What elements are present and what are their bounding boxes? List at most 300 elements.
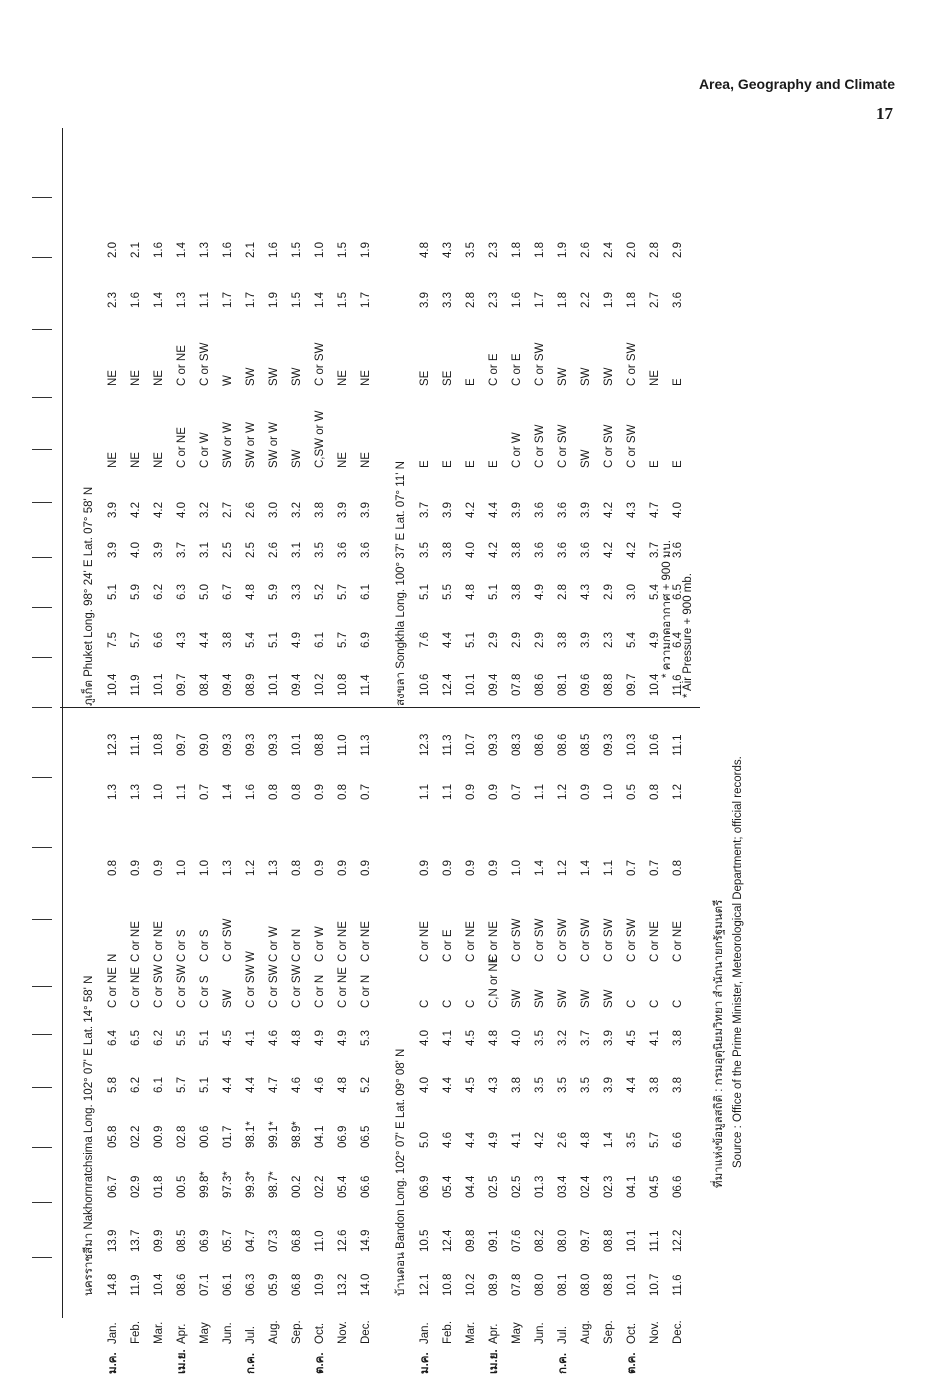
table-cell: 4.3 <box>488 1077 500 1093</box>
table-cell: 1.7 <box>534 292 546 308</box>
table-cell: 13.7 <box>130 1229 142 1252</box>
table-cell: C or N <box>360 974 372 1008</box>
table-cell: 3.6 <box>672 542 684 558</box>
table-cell: SW <box>291 367 303 386</box>
column-tick <box>32 502 52 503</box>
table-cell: 09.9 <box>153 1229 165 1252</box>
table-cell: C or SW <box>245 964 257 1008</box>
table-cell: 0.9 <box>130 860 142 876</box>
column-tick <box>32 1257 52 1258</box>
table-cell: 3.8 <box>442 542 454 558</box>
table-cell: 10.6 <box>649 733 661 756</box>
table-cell: 3.5 <box>557 1077 569 1093</box>
table-cell: 05.4 <box>442 1175 454 1198</box>
table-cell: 04.1 <box>626 1175 638 1198</box>
table-cell: 10.1 <box>291 733 303 756</box>
table-cell: 4.8 <box>419 242 431 258</box>
table-cell: C or SW <box>222 918 234 962</box>
table-cell: 2.8 <box>465 292 477 308</box>
table-cell: C or NE <box>107 967 119 1008</box>
table-cell: 1.4 <box>534 860 546 876</box>
table-row <box>460 128 482 1344</box>
table-cell: 10.8 <box>442 1273 454 1296</box>
table-cell: 1.9 <box>268 292 280 308</box>
table-cell: 10.4 <box>107 673 119 696</box>
table-cell: C or W <box>511 432 523 468</box>
table-cell: 02.4 <box>580 1175 592 1198</box>
column-tick <box>32 919 52 920</box>
table-cell: 08.9 <box>488 1273 500 1296</box>
month-label: Dec. <box>360 1320 372 1344</box>
table-cell: 08.8 <box>603 1229 615 1252</box>
table-cell: C or NE <box>360 921 372 962</box>
table-cell: 11.0 <box>337 734 349 756</box>
column-tick <box>32 449 52 450</box>
table-cell: 3.8 <box>314 502 326 518</box>
table-cell: 0.9 <box>465 784 477 800</box>
table-cell: 1.2 <box>672 784 684 800</box>
table-cell: 10.9 <box>314 1273 326 1296</box>
table-cell: 1.1 <box>442 784 454 800</box>
table-cell: 7.5 <box>107 632 119 648</box>
table-row <box>575 128 597 1344</box>
table-cell: 0.7 <box>626 860 638 876</box>
table-cell: 1.0 <box>153 784 165 800</box>
column-tick <box>32 707 52 708</box>
table-cell: 5.4 <box>649 584 661 600</box>
table-cell: 4.0 <box>130 542 142 558</box>
table-cell: 5.7 <box>337 632 349 648</box>
table-cell: 08.6 <box>534 733 546 756</box>
table-cell: 4.5 <box>626 1030 638 1046</box>
table-cell: 1.7 <box>222 292 234 308</box>
table-cell: 05.9 <box>268 1273 280 1296</box>
table-cell: 4.4 <box>442 632 454 648</box>
table-cell: 10.1 <box>153 673 165 696</box>
table-cell: 10.8 <box>337 673 349 696</box>
table-cell: 12.4 <box>442 1229 454 1252</box>
month-label: Nov. <box>649 1321 661 1344</box>
footnote-air-pressure: * Air Pressure + 900 mb. <box>682 573 694 698</box>
table-row <box>414 128 436 1374</box>
table-cell: E <box>465 378 477 386</box>
table-top-rule <box>62 128 63 1318</box>
table-cell: 4.7 <box>268 1077 280 1093</box>
table-cell: 0.9 <box>465 860 477 876</box>
table-cell: 0.7 <box>360 784 372 800</box>
table-cell: 5.2 <box>314 584 326 600</box>
table-cell: 10.2 <box>314 673 326 696</box>
table-cell: 12.2 <box>672 1229 684 1252</box>
table-cell: 2.3 <box>107 292 119 308</box>
table-cell: 13.2 <box>337 1273 349 1296</box>
month-label: Sep. <box>291 1320 303 1344</box>
table-cell: C or NE <box>153 921 165 962</box>
table-cell: 4.9 <box>337 1030 349 1046</box>
table-cell: 3.9 <box>107 542 119 558</box>
table-cell: 2.4 <box>603 242 615 258</box>
month-label: May <box>511 1322 523 1344</box>
table-cell: 3.5 <box>580 1077 592 1093</box>
table-cell: 11.9 <box>130 1274 142 1296</box>
table-cell: 13.9 <box>107 1229 119 1252</box>
table-cell: SW <box>580 367 592 386</box>
table-cell: 6.6 <box>153 632 165 648</box>
table-cell: 7.6 <box>419 632 431 648</box>
table-row <box>125 128 147 1344</box>
table-cell: 0.9 <box>419 860 431 876</box>
table-cell: 3.9 <box>442 502 454 518</box>
table-cell: 10.1 <box>268 673 280 696</box>
month-label: Aug. <box>580 1320 592 1344</box>
table-cell: 09.7 <box>176 673 188 696</box>
table-row <box>355 128 377 1344</box>
table-cell: 0.9 <box>360 860 372 876</box>
table-cell: 07.1 <box>199 1273 211 1296</box>
table-cell: 3.7 <box>176 542 188 558</box>
table-cell: 00.9 <box>153 1125 165 1148</box>
quarter-label: ก.ค. <box>557 1352 569 1374</box>
table-cell: 3.5 <box>534 1077 546 1093</box>
table-cell: 4.1 <box>442 1030 454 1046</box>
table-cell: E <box>672 378 684 386</box>
table-cell: 06.5 <box>360 1125 372 1148</box>
table-row <box>240 128 262 1374</box>
table-cell: C <box>626 999 638 1008</box>
table-cell: 1.3 <box>222 860 234 876</box>
table-cell: 2.9 <box>672 242 684 258</box>
table-cell: C or NE <box>176 427 188 468</box>
month-label: Apr. <box>488 1323 500 1344</box>
table-cell: C or W <box>314 926 326 962</box>
quarter-label: ม.ค. <box>107 1352 119 1374</box>
month-label: Dec. <box>672 1320 684 1344</box>
table-cell: 4.8 <box>465 584 477 600</box>
table-cell: 0.9 <box>337 860 349 876</box>
table-cell: 3.9 <box>337 502 349 518</box>
table-row <box>667 128 689 1344</box>
table-cell: 4.9 <box>534 584 546 600</box>
table-cell: C or SW <box>580 918 592 962</box>
table-cell: 2.7 <box>649 292 661 308</box>
table-cell: 6.2 <box>153 1030 165 1046</box>
table-cell: 10.7 <box>649 1273 661 1296</box>
table-cell: 4.0 <box>176 502 188 518</box>
table-cell: 0.8 <box>337 784 349 800</box>
table-cell: 1.0 <box>199 860 211 876</box>
table-cell: 4.9 <box>649 632 661 648</box>
table-cell: 4.7 <box>649 502 661 518</box>
table-cell: C <box>465 999 477 1008</box>
table-cell: C or SW <box>534 918 546 962</box>
table-cell: 3.6 <box>534 502 546 518</box>
column-tick <box>32 986 52 987</box>
table-cell: C or NE <box>465 921 477 962</box>
table-cell: NE <box>649 370 661 386</box>
table-cell: C <box>649 999 661 1008</box>
table-cell: 3.2 <box>557 1030 569 1046</box>
table-cell: 4.3 <box>176 632 188 648</box>
table-cell: SW <box>603 367 615 386</box>
table-row <box>621 128 643 1374</box>
table-cell: 3.0 <box>626 584 638 600</box>
table-cell: 05.4 <box>337 1175 349 1198</box>
table-cell: 4.2 <box>534 1132 546 1148</box>
table-cell: 5.5 <box>442 584 454 600</box>
table-cell: 2.5 <box>245 542 257 558</box>
column-tick <box>32 657 52 658</box>
table-row <box>506 128 528 1344</box>
table-cell: 08.6 <box>176 1273 188 1296</box>
table-cell: C or SW <box>603 918 615 962</box>
table-cell: 07.6 <box>511 1229 523 1252</box>
column-tick <box>32 1202 52 1203</box>
table-cell: 98.7* <box>268 1171 280 1198</box>
table-cell: 0.9 <box>153 860 165 876</box>
table-cell: NE <box>337 370 349 386</box>
table-cell: 2.8 <box>649 242 661 258</box>
table-cell: 07.3 <box>268 1229 280 1252</box>
table-cell: SW <box>222 989 234 1008</box>
table-cell: 06.3 <box>245 1273 257 1296</box>
table-cell: C or SW <box>199 342 211 386</box>
table-cell: 4.9 <box>291 632 303 648</box>
table-cell: 3.8 <box>557 632 569 648</box>
table-cell: 12.6 <box>337 1229 349 1252</box>
table-row <box>286 128 308 1344</box>
table-cell: 4.4 <box>488 502 500 518</box>
table-cell: 1.9 <box>557 242 569 258</box>
table-cell: 02.2 <box>314 1175 326 1198</box>
table-cell: NE <box>153 452 165 468</box>
table-cell: 0.7 <box>649 860 661 876</box>
table-cell: C,SW or W <box>314 410 326 468</box>
table-cell: 5.1 <box>488 584 500 600</box>
table-cell: 08.0 <box>534 1273 546 1296</box>
table-cell: 09.7 <box>580 1229 592 1252</box>
table-cell: 5.1 <box>465 632 477 648</box>
table-cell: 09.4 <box>222 673 234 696</box>
table-cell: C or SW <box>534 342 546 386</box>
table-cell: SE <box>419 370 431 386</box>
table-cell: 2.0 <box>626 242 638 258</box>
table-cell: 3.0 <box>268 502 280 518</box>
table-cell: 1.3 <box>199 242 211 258</box>
month-label: Sep. <box>603 1320 615 1344</box>
table-cell: 3.1 <box>291 542 303 558</box>
table-cell: 04.1 <box>314 1125 326 1148</box>
table-cell: 4.0 <box>419 1030 431 1046</box>
table-cell: 08.8 <box>603 1273 615 1296</box>
table-cell: 6.5 <box>130 1030 142 1046</box>
table-cell: 1.1 <box>419 784 431 800</box>
table-cell: C,N or NE <box>488 955 500 1008</box>
table-cell: 0.7 <box>511 784 523 800</box>
table-cell: 3.6 <box>557 542 569 558</box>
month-label: Jan. <box>107 1322 119 1344</box>
table-cell: 3.5 <box>534 1030 546 1046</box>
table-cell: 5.8 <box>107 1077 119 1093</box>
table-cell: 4.8 <box>245 584 257 600</box>
table-cell: 10.8 <box>153 733 165 756</box>
table-cell: 10.6 <box>419 673 431 696</box>
table-cell: C or E <box>442 929 454 962</box>
table-cell: 09.7 <box>176 733 188 756</box>
table-cell: 1.9 <box>360 242 372 258</box>
table-cell: 11.3 <box>360 734 372 756</box>
table-cell: 09.3 <box>222 733 234 756</box>
table-cell: 09.3 <box>603 733 615 756</box>
table-cell: 98.9* <box>291 1121 303 1148</box>
table-cell: 4.3 <box>626 502 638 518</box>
table-cell: SE <box>442 370 454 386</box>
table-cell: 5.4 <box>626 632 638 648</box>
month-label: Jul. <box>557 1326 569 1344</box>
table-cell: 5.1 <box>419 584 431 600</box>
table-cell: 11.4 <box>360 674 372 696</box>
table-cell: 0.9 <box>442 860 454 876</box>
table-cell: W <box>245 951 257 962</box>
table-cell: 09.3 <box>245 733 257 756</box>
table-cell: 02.9 <box>130 1175 142 1198</box>
table-row <box>644 128 666 1344</box>
table-cell: 00.2 <box>291 1175 303 1198</box>
table-cell: 4.6 <box>268 1030 280 1046</box>
table-cell: 08.6 <box>557 733 569 756</box>
month-label: Jun. <box>222 1322 234 1344</box>
table-cell: 4.8 <box>488 1030 500 1046</box>
table-cell: 06.9 <box>419 1175 431 1198</box>
table-cell: 1.3 <box>268 860 280 876</box>
table-cell: 3.5 <box>419 542 431 558</box>
column-tick <box>32 847 52 848</box>
table-cell: 11.6 <box>672 674 684 696</box>
table-cell: 1.6 <box>245 784 257 800</box>
section-right-label-1: สงขลา Songkhla Long. 100° 37' E Lat. 07° 11' N <box>395 461 407 706</box>
quarter-label: ม.ค. <box>419 1352 431 1374</box>
table-cell: 4.9 <box>488 1132 500 1148</box>
table-cell: 3.1 <box>199 542 211 558</box>
table-cell: 3.7 <box>419 502 431 518</box>
table-cell: 1.0 <box>176 860 188 876</box>
table-row <box>171 128 193 1374</box>
table-cell: SW <box>580 989 592 1008</box>
table-cell: 0.8 <box>672 860 684 876</box>
table-cell: NE <box>360 452 372 468</box>
table-cell: 6.2 <box>153 584 165 600</box>
table-cell: 1.1 <box>176 784 188 800</box>
table-cell: 1.6 <box>130 292 142 308</box>
table-cell: C or NE <box>488 921 500 962</box>
table-cell: 3.7 <box>580 1030 592 1046</box>
table-cell: C or SW <box>511 918 523 962</box>
table-cell: 5.0 <box>199 584 211 600</box>
table-cell: SW <box>245 367 257 386</box>
table-row <box>102 128 124 1374</box>
table-cell: 12.4 <box>442 673 454 696</box>
table-cell: 5.9 <box>130 584 142 600</box>
table-cell: E <box>419 460 431 468</box>
table-cell: 10.1 <box>626 1229 638 1252</box>
table-cell: C or SW <box>291 964 303 1008</box>
table-cell: 4.6 <box>442 1132 454 1148</box>
table-cell: NE <box>153 370 165 386</box>
table-cell: 5.7 <box>130 632 142 648</box>
table-cell: 3.8 <box>672 1077 684 1093</box>
table-cell: 01.8 <box>153 1175 165 1198</box>
table-cell: 0.7 <box>199 784 211 800</box>
table-cell: 08.8 <box>603 673 615 696</box>
column-tick <box>32 397 52 398</box>
table-cell: 4.8 <box>337 1077 349 1093</box>
table-cell: 5.0 <box>419 1132 431 1148</box>
table-cell: 10.1 <box>626 1273 638 1296</box>
table-cell: E <box>465 460 477 468</box>
table-cell: 4.0 <box>465 542 477 558</box>
table-cell: 08.5 <box>580 733 592 756</box>
month-label: Nov. <box>337 1321 349 1344</box>
table-cell: 1.6 <box>268 242 280 258</box>
table-cell: 09.3 <box>488 733 500 756</box>
table-row <box>332 128 354 1344</box>
month-label: Feb. <box>130 1320 142 1344</box>
table-cell: 0.8 <box>291 860 303 876</box>
table-cell: 6.1 <box>314 632 326 648</box>
table-cell: 4.6 <box>314 1077 326 1093</box>
table-cell: C or SW <box>314 342 326 386</box>
table-cell: 1.6 <box>153 242 165 258</box>
table-cell: 1.8 <box>511 242 523 258</box>
table-cell: 08.5 <box>176 1229 188 1252</box>
table-cell: 5.7 <box>337 584 349 600</box>
table-cell: SW <box>534 989 546 1008</box>
table-cell: NE <box>107 370 119 386</box>
table-cell: 1.3 <box>130 784 142 800</box>
table-cell: 2.9 <box>511 632 523 648</box>
table-cell: C or SW <box>176 964 188 1008</box>
table-cell: 01.7 <box>222 1125 234 1148</box>
table-cell: 6.4 <box>672 632 684 648</box>
table-cell: 03.4 <box>557 1175 569 1198</box>
table-cell: 4.1 <box>649 1030 661 1046</box>
table-cell: 99.1* <box>268 1121 280 1148</box>
table-cell: NE <box>360 370 372 386</box>
table-row <box>529 128 551 1344</box>
table-cell: 12.1 <box>419 1273 431 1296</box>
table-cell: 1.6 <box>222 242 234 258</box>
month-label: Feb. <box>442 1320 454 1344</box>
table-row <box>483 128 505 1374</box>
table-cell: C or SW <box>626 424 638 468</box>
table-cell: 4.0 <box>672 502 684 518</box>
table-cell: 10.5 <box>419 1229 431 1252</box>
table-cell: 3.2 <box>291 502 303 518</box>
table-cell: 3.5 <box>465 242 477 258</box>
table-cell: 2.3 <box>488 292 500 308</box>
table-cell: 1.1 <box>534 784 546 800</box>
table-cell: SW <box>291 449 303 468</box>
table-cell: 5.1 <box>107 584 119 600</box>
table-cell: 0.8 <box>268 784 280 800</box>
table-cell: 1.0 <box>511 860 523 876</box>
table-cell: 5.1 <box>268 632 280 648</box>
table-row <box>437 128 459 1344</box>
table-cell: 09.1 <box>488 1229 500 1252</box>
table-cell: SW <box>268 367 280 386</box>
table-cell: 08.0 <box>557 1229 569 1252</box>
quarter-label: เม.ย. <box>176 1349 188 1374</box>
column-tick <box>32 329 52 330</box>
